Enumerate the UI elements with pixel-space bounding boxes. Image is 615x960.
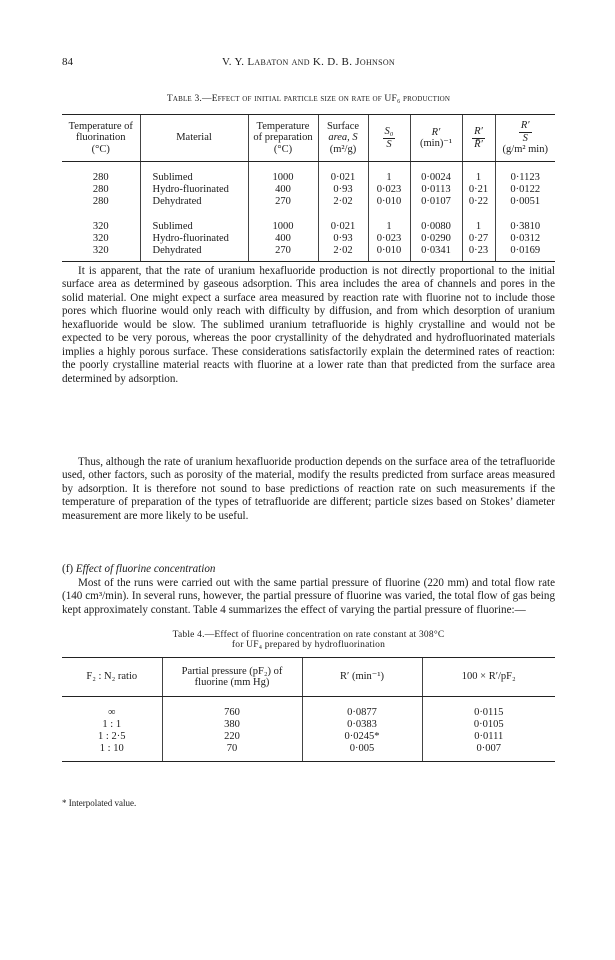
table-row: 280 Sublimed 1000 0·021 1 0·0024 1 0·1123	[62, 162, 555, 185]
section-heading: (f) Effect of fluorine concentration	[62, 563, 216, 575]
footnote: * Interpolated value.	[62, 798, 137, 808]
header-r-ratio: R′ R̄′	[462, 115, 495, 162]
table3-header	[62, 115, 555, 162]
header-temp-fluorination: Temperature of fluorination (°C)	[62, 115, 140, 162]
header-scaled: 100 × R′/pF₂	[422, 658, 555, 697]
table-row: 320 Hydro-fluorinated 400 0·93 0·023 0·0290 0·27 0·0312	[62, 233, 555, 245]
table-row: 320 Dehydrated 270 2·02 0·010 0·0341 0·23 0·0169	[62, 245, 555, 262]
running-head	[62, 56, 555, 70]
table3	[62, 114, 555, 262]
paragraph-3: Most of the runs were carried out with the same partial pressure of fluorine (220 mm) and total flow rate (140 cm³/min). In several runs, however, the partial pressure of fluorine was varied, the total flow of gas being kept approximately constant. Table 4 summarizes the effect of varying the partial pressure of fluorine:—	[62, 577, 555, 616]
table-row: ∞ 760 0·0877 0·0115	[62, 697, 555, 720]
header-surface-area: Surface area, S (m²/g)	[318, 115, 368, 162]
header-ratio: F₂ : N₂ ratio	[62, 658, 162, 697]
table4-caption: Table 4.—Effect of fluorine concentration on rate constant at 308°C for UF₄ prepared by hydrofluorination	[172, 630, 445, 650]
table-row: 320 Sublimed 1000 0·021 1 0·0080 1 0·3810	[62, 221, 555, 233]
header-rprime: R′ (min⁻¹)	[302, 658, 422, 697]
table3-caption: Table 3.—Effect of initial particle size on rate of UF₆ production	[166, 94, 451, 104]
header-material: Material	[140, 115, 248, 162]
paragraph-2: Thus, although the rate of uranium hexafluoride production depends on the surface area of the tetrafluoride used, other factors, such as porosity of the material, modify the results predicted from surface areas measured by adsorption. It is therefore not sound to base predictions of reaction rate on such measurements if the temperature of preparation of the types of tetrafluoride are different; particle sizes based on Stokes’ diameter measurement are more likely to be useful.	[62, 456, 555, 522]
paragraph-1: It is apparent, that the rate of uranium hexafluoride production is not directly proportional to the initial surface area as determined by gaseous adsorption. This area includes the area of channels and pores in the solid material. One might expect a surface area measured by reaction rate with fluorine not to include those pores which fluorine would only reach with difficulty by diffusion, and from which desorption of uranium hexafluoride would be slow. The sublimed uranium tetrafluoride is highly crystalline and would not be expected to be very porous, whereas the poor crystallinity of the dehydrated and hydrofluorinated materials implies a highly porous surface. These considerations satisfactorily explain the determined rates of reaction: the poorly crystalline material reacts with fluorine at a lower rate than that predicted from the surface area determined by adsorption.	[62, 265, 555, 385]
header-s0-over-s: S₀ S	[368, 115, 410, 162]
header-rprime: R′ (min)⁻¹	[410, 115, 462, 162]
header-r-over-s: R′ S (g/m² min)	[495, 115, 555, 162]
table-row: 1 : 1 380 0·0383 0·0105	[62, 719, 555, 731]
table-row: 280 Hydro-fluorinated 400 0·93 0·023 0·0113 0·21 0·0122	[62, 184, 555, 196]
table-row: 1 : 10 70 0·005 0·007	[62, 743, 555, 762]
table-row: 1 : 2·5 220 0·0245* 0·0111	[62, 731, 555, 743]
table-row: 280 Dehydrated 270 2·02 0·010 0·0107 0·22 0·0051	[62, 196, 555, 208]
header-temp-preparation: Temperature of preparation (°C)	[248, 115, 318, 162]
table4-header	[62, 658, 555, 697]
table4	[62, 657, 555, 762]
header-partial-pressure: Partial pressure (pF₂) of fluorine (mm Hg)	[162, 658, 302, 697]
author-line: V. Y. Labaton and K. D. B. Johnson	[221, 56, 396, 68]
page-number: 84	[62, 56, 73, 68]
